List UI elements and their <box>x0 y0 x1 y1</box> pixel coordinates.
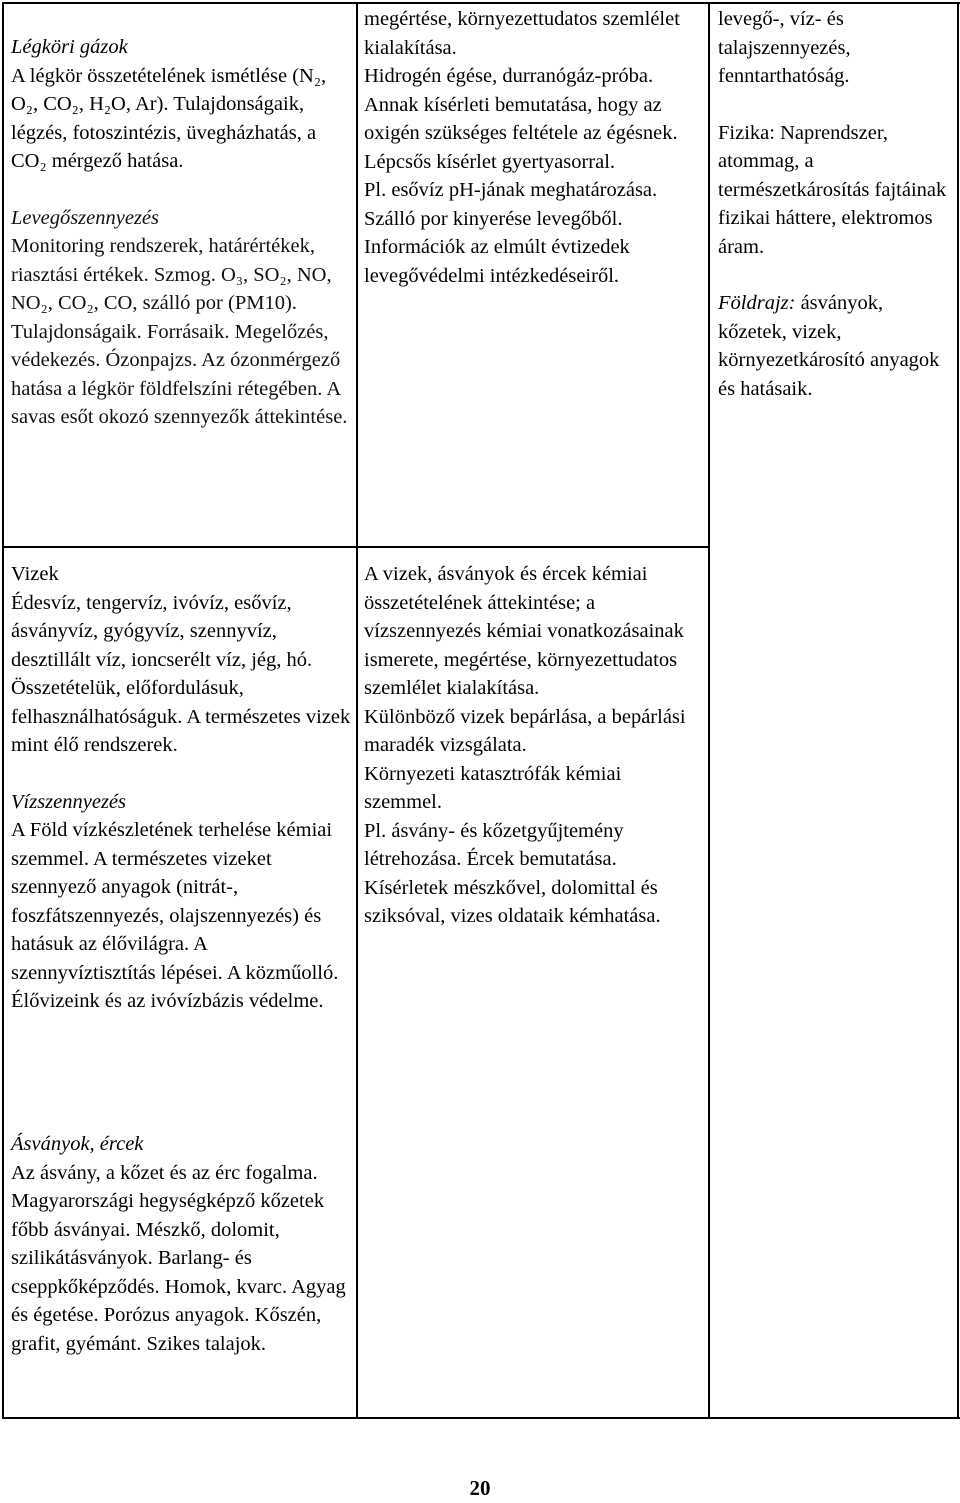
section-text: A Föld vízkészletének terhelése kémiai szemmel. A természetes vizeket szennyező anyagok (nitrát-, foszfátszennyezés, olajszennyezés) és hatásuk az élővilágra. A szennyvíztisztítás lépései. A közműolló. Élővizeink és az ivóvízbázis védelme. <box>11 819 339 1012</box>
section-text: Az ásvány, a kőzet és az érc fogalma. Magyarországi hegységképző kőzetek főbb ásványai. Mészkő, dolomit, szilikátásványok. Barlang- és cseppkőképződés. Homok, kvarc. Agyag és égetése. Porózus anyagok. Kőszén, grafit, gyémánt. Szikes talajok. <box>11 1161 346 1355</box>
activity-text: A vizek, ásványok és ércek kémiai összetételének áttekintése; a vízszennyezés kémiai vonatkozásainak ismerete, megértése, környezettudatos szemlélet kialakítása. <box>364 563 684 699</box>
section-title: Ásványok, ércek <box>11 1133 144 1155</box>
activity-text: Környezeti katasztrófák kémiai szemmel. <box>364 762 622 813</box>
cell-connections <box>718 5 956 403</box>
connection-text: Naprendszer, atommag, a természetkárosítás fajtáinak fizikai háttere, elektromos áram. <box>718 121 947 258</box>
activity-text: Különböző vizek bepárlása, a bepárlási maradék vizsgálata. <box>364 705 686 756</box>
connection-text: levegő-, víz- és talajszennyezés, fenntarthatóság. <box>718 8 851 87</box>
activity-text: Hidrogén égése, durranógáz-próba. <box>364 65 654 87</box>
section-text: A légkör összetételének ismétlése (N₂, O₂, CO₂, H₂O, Ar). Tulajdonságaik, légzés, fotoszintézis, üvegházhatás, a CO₂ mérgező hatása. <box>11 64 327 172</box>
paragraph <box>11 788 356 1016</box>
column-divider-1 <box>356 2 358 1419</box>
activity-text: megértése, környezettudatos szemlélet kialakítása. <box>364 8 680 59</box>
section-title: Vizek <box>11 563 59 585</box>
paragraph <box>11 560 356 760</box>
subject-label: Földrajz: <box>718 292 796 314</box>
activity-text: Pl. esővíz pH-jának meghatározása. Szálló por kinyerése levegőből. Információk az elmúlt évtizedek levegővédelmi intézkedéseiről. <box>364 179 658 287</box>
paragraph <box>718 119 956 262</box>
activity-text: Pl. ásvány- és kőzetgyűjtemény létrehozása. Ércek bemutatása. Kísérletek mészkővel, dolomittal és sziksóval, vizes oldataik kémhatása. <box>364 819 661 927</box>
paragraph <box>718 5 956 91</box>
section-title: Levegőszennyezés <box>11 206 160 229</box>
table-border-left <box>2 2 4 1419</box>
section-text: Monitoring rendszerek, határértékek, riasztási értékek. Szmog. O₃, SO₂, NO, NO₂, CO₂, CO, szálló por (PM10). Tulajdonságaik. Forrásaik. Megelőzés, védekezés. Ózonpajzs. Az ózonmérgező hatása a légkör földfelszíni rétegében. A savas esőt okozó szennyezők áttekintése. <box>11 235 348 428</box>
connection-text: ásványok, kőzetek, vizek, környezetkárosító anyagok és hatásaik. <box>718 292 940 400</box>
table-border-bottom <box>2 1417 960 1419</box>
cell-waters <box>11 560 356 1016</box>
column-divider-2 <box>708 2 710 1419</box>
table-border-top <box>2 2 960 4</box>
table-border-right <box>957 2 959 1419</box>
cell-water-activities <box>364 560 704 931</box>
cell-minerals <box>11 1130 356 1358</box>
page-number: 20 <box>469 1476 491 1500</box>
cell-atmospheric-gases <box>11 33 356 432</box>
row-divider-1 <box>2 546 710 548</box>
paragraph <box>11 33 356 176</box>
section-title: Vízszennyezés <box>11 790 127 813</box>
paragraph <box>11 204 356 432</box>
subject-label: Fizika: <box>718 121 775 144</box>
cell-air-activities <box>364 5 704 290</box>
activity-text: Annak kísérleti bemutatása, hogy az oxigén szükséges feltétele az égésnek. Lépcsős kísérlet gyertyasorral. <box>364 93 678 173</box>
section-title: Légköri gázok <box>11 36 128 58</box>
section-text: Édesvíz, tengervíz, ivóvíz, esővíz, ásványvíz, gyógyvíz, szennyvíz, desztillált víz, ioncserélt víz, jég, hó. Összetételük, előfordulásuk, felhasználhatóságuk. A természetes vizek mint élő rendszerek. <box>11 591 351 756</box>
paragraph <box>11 1130 356 1358</box>
paragraph <box>718 289 956 403</box>
